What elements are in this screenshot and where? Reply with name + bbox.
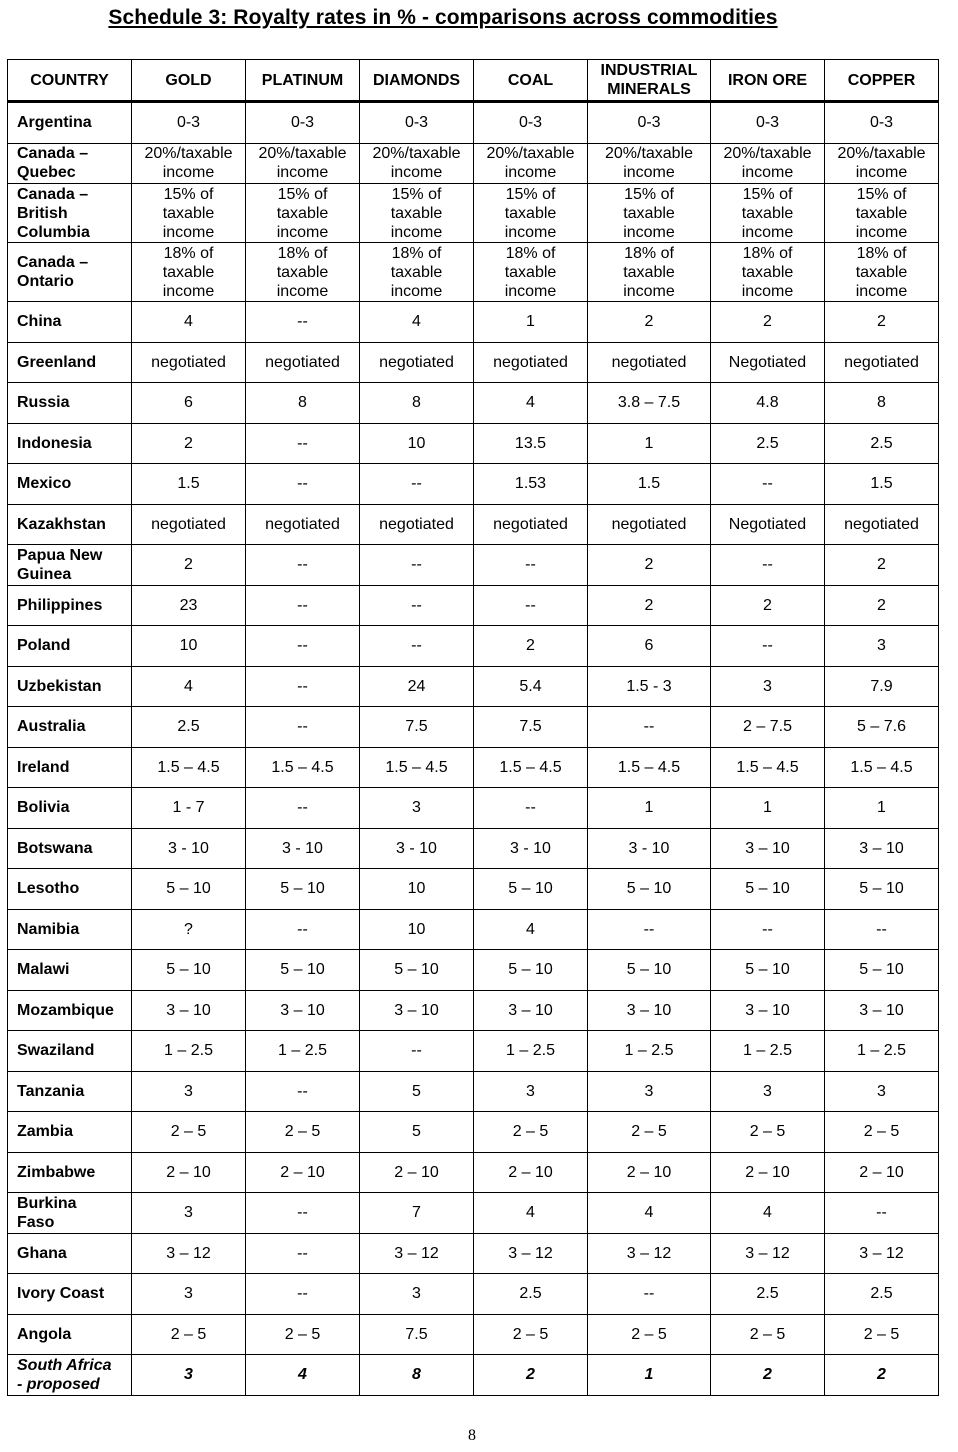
country-cell: Ivory Coast bbox=[8, 1274, 132, 1315]
rate-cell: 2 – 5 bbox=[474, 1112, 588, 1153]
country-cell: Burkina Faso bbox=[8, 1193, 132, 1234]
country-cell: Angola bbox=[8, 1314, 132, 1355]
rate-cell: negotiated bbox=[474, 504, 588, 545]
rate-cell: 5 – 10 bbox=[246, 869, 360, 910]
rate-cell: 3 – 12 bbox=[825, 1233, 939, 1274]
rate-cell: 20%/taxable income bbox=[711, 143, 825, 184]
rate-cell: 1 – 2.5 bbox=[588, 1031, 711, 1072]
rate-cell: 10 bbox=[360, 869, 474, 910]
rate-cell: 3 bbox=[132, 1071, 246, 1112]
rate-cell: negotiated bbox=[360, 342, 474, 383]
rate-cell: 5 – 10 bbox=[825, 869, 939, 910]
rate-cell: 3 bbox=[132, 1274, 246, 1315]
rate-cell: 2 – 5 bbox=[825, 1112, 939, 1153]
rate-cell: -- bbox=[360, 585, 474, 626]
rate-cell: 4 bbox=[474, 1193, 588, 1234]
rate-cell: 2 – 10 bbox=[360, 1152, 474, 1193]
table-row bbox=[8, 666, 939, 707]
rate-cell: -- bbox=[246, 464, 360, 505]
rate-cell: 18% of taxable income bbox=[711, 243, 825, 302]
rate-cell: 0-3 bbox=[825, 102, 939, 144]
rate-cell: 1.5 bbox=[825, 464, 939, 505]
country-cell: Malawi bbox=[8, 950, 132, 991]
rate-cell: 3 – 10 bbox=[825, 828, 939, 869]
country-cell: Bolivia bbox=[8, 788, 132, 829]
rate-cell: -- bbox=[246, 707, 360, 748]
rate-cell: negotiated bbox=[132, 342, 246, 383]
rate-cell: 20%/taxable income bbox=[360, 143, 474, 184]
rate-cell: Negotiated bbox=[711, 342, 825, 383]
rate-cell: -- bbox=[474, 585, 588, 626]
rate-cell: -- bbox=[360, 1031, 474, 1072]
country-cell: Kazakhstan bbox=[8, 504, 132, 545]
country-cell: Argentina bbox=[8, 102, 132, 144]
rate-cell: 4 bbox=[132, 666, 246, 707]
rate-cell: 2 – 5 bbox=[246, 1314, 360, 1355]
rate-cell: 2 – 10 bbox=[588, 1152, 711, 1193]
rate-cell: negotiated bbox=[360, 504, 474, 545]
rate-cell: 1.53 bbox=[474, 464, 588, 505]
rate-cell: 1.5 – 4.5 bbox=[132, 747, 246, 788]
rate-cell: 6 bbox=[132, 383, 246, 424]
country-cell: Poland bbox=[8, 626, 132, 667]
rate-cell: 3 – 10 bbox=[711, 990, 825, 1031]
rate-cell: 2 – 10 bbox=[474, 1152, 588, 1193]
rate-cell: -- bbox=[711, 626, 825, 667]
rate-cell: 1.5 – 4.5 bbox=[474, 747, 588, 788]
rate-cell: 4 bbox=[246, 1355, 360, 1396]
country-cell: Uzbekistan bbox=[8, 666, 132, 707]
table-row bbox=[8, 1314, 939, 1355]
rate-cell: -- bbox=[246, 1233, 360, 1274]
rate-cell: 2 – 5 bbox=[132, 1314, 246, 1355]
rate-cell: 2 bbox=[825, 1355, 939, 1396]
rate-cell: 20%/taxable income bbox=[588, 143, 711, 184]
rate-cell: 2.5 bbox=[711, 1274, 825, 1315]
country-cell: Lesotho bbox=[8, 869, 132, 910]
table-row bbox=[8, 342, 939, 383]
rate-cell: 2 – 10 bbox=[825, 1152, 939, 1193]
rate-cell: -- bbox=[246, 1274, 360, 1315]
rate-cell: 15% of taxable income bbox=[588, 184, 711, 243]
rate-cell: 24 bbox=[360, 666, 474, 707]
country-cell: Mozambique bbox=[8, 990, 132, 1031]
table-row bbox=[8, 383, 939, 424]
rate-cell: -- bbox=[711, 464, 825, 505]
rate-cell: -- bbox=[360, 626, 474, 667]
rate-cell: 7.5 bbox=[474, 707, 588, 748]
rate-cell: 5 – 10 bbox=[474, 950, 588, 991]
rate-cell: 0-3 bbox=[360, 102, 474, 144]
rate-cell: 3 bbox=[132, 1193, 246, 1234]
table-row bbox=[8, 423, 939, 464]
table-row bbox=[8, 990, 939, 1031]
rate-cell: 1 – 2.5 bbox=[825, 1031, 939, 1072]
rate-cell: 1 bbox=[711, 788, 825, 829]
header-iron-ore: IRON ORE bbox=[711, 60, 825, 102]
rate-cell: 18% of taxable income bbox=[132, 243, 246, 302]
rate-cell: 3 - 10 bbox=[132, 828, 246, 869]
table-row bbox=[8, 909, 939, 950]
table-row bbox=[8, 545, 939, 586]
table-body bbox=[8, 102, 939, 1396]
rate-cell: 1.5 - 3 bbox=[588, 666, 711, 707]
rate-cell: 1 bbox=[588, 423, 711, 464]
rate-cell: -- bbox=[588, 707, 711, 748]
table-row bbox=[8, 626, 939, 667]
table-row bbox=[8, 1112, 939, 1153]
table-row bbox=[8, 707, 939, 748]
table-header-row bbox=[8, 60, 939, 102]
rate-cell: -- bbox=[588, 909, 711, 950]
rate-cell: -- bbox=[246, 1071, 360, 1112]
rate-cell: Negotiated bbox=[711, 504, 825, 545]
rate-cell: 3 - 10 bbox=[474, 828, 588, 869]
rate-cell: 2.5 bbox=[825, 1274, 939, 1315]
header-gold: GOLD bbox=[132, 60, 246, 102]
rate-cell: 2 – 5 bbox=[588, 1112, 711, 1153]
rate-cell: -- bbox=[360, 464, 474, 505]
rate-cell: 1 – 2.5 bbox=[246, 1031, 360, 1072]
country-cell: Canada – Quebec bbox=[8, 143, 132, 184]
rate-cell: 3 – 12 bbox=[474, 1233, 588, 1274]
rate-cell: 1.5 – 4.5 bbox=[711, 747, 825, 788]
rate-cell: 2 – 5 bbox=[132, 1112, 246, 1153]
rate-cell: 18% of taxable income bbox=[360, 243, 474, 302]
rate-cell: 4 bbox=[132, 302, 246, 343]
rate-cell: 2 – 5 bbox=[711, 1112, 825, 1153]
rate-cell: 2 bbox=[711, 1355, 825, 1396]
rate-cell: 6 bbox=[588, 626, 711, 667]
rate-cell: 3 bbox=[360, 788, 474, 829]
rate-cell: 20%/taxable income bbox=[246, 143, 360, 184]
rate-cell: 1.5 bbox=[588, 464, 711, 505]
rate-cell: 3 bbox=[825, 1071, 939, 1112]
rate-cell: 1 – 2.5 bbox=[474, 1031, 588, 1072]
rate-cell: 3 - 10 bbox=[246, 828, 360, 869]
rate-cell: 4 bbox=[474, 383, 588, 424]
rate-cell: 15% of taxable income bbox=[474, 184, 588, 243]
table-row bbox=[8, 1071, 939, 1112]
rate-cell: 3 – 10 bbox=[711, 828, 825, 869]
rate-cell: 5 – 10 bbox=[588, 869, 711, 910]
country-cell: Indonesia bbox=[8, 423, 132, 464]
rate-cell: 18% of taxable income bbox=[825, 243, 939, 302]
rate-cell: 5 bbox=[360, 1071, 474, 1112]
rate-cell: 3 – 10 bbox=[825, 990, 939, 1031]
rate-cell: 3 – 10 bbox=[246, 990, 360, 1031]
header-country: COUNTRY bbox=[8, 60, 132, 102]
rate-cell: negotiated bbox=[588, 504, 711, 545]
rate-cell: 2 bbox=[474, 626, 588, 667]
rate-cell: negotiated bbox=[825, 504, 939, 545]
rate-cell: 13.5 bbox=[474, 423, 588, 464]
rate-cell: 0-3 bbox=[711, 102, 825, 144]
rate-cell: -- bbox=[711, 545, 825, 586]
header-copper: COPPER bbox=[825, 60, 939, 102]
rate-cell: 4 bbox=[588, 1193, 711, 1234]
rate-cell: 10 bbox=[360, 909, 474, 950]
rate-cell: 1 - 7 bbox=[132, 788, 246, 829]
rate-cell: 1.5 bbox=[132, 464, 246, 505]
rate-cell: negotiated bbox=[588, 342, 711, 383]
rate-cell: 23 bbox=[132, 585, 246, 626]
rate-cell: 2 bbox=[588, 585, 711, 626]
rate-cell: 18% of taxable income bbox=[246, 243, 360, 302]
rate-cell: 1 bbox=[588, 788, 711, 829]
country-cell: Russia bbox=[8, 383, 132, 424]
rate-cell: 18% of taxable income bbox=[588, 243, 711, 302]
rate-cell: 7.5 bbox=[360, 707, 474, 748]
rate-cell: 2 – 10 bbox=[132, 1152, 246, 1193]
rate-cell: 3 – 10 bbox=[132, 990, 246, 1031]
header-coal: COAL bbox=[474, 60, 588, 102]
country-cell: Swaziland bbox=[8, 1031, 132, 1072]
country-cell: Zambia bbox=[8, 1112, 132, 1153]
table-row bbox=[8, 504, 939, 545]
rate-cell: 5 – 10 bbox=[132, 869, 246, 910]
rate-cell: 0-3 bbox=[474, 102, 588, 144]
rate-cell: 2 – 5 bbox=[246, 1112, 360, 1153]
rate-cell: 3 – 12 bbox=[588, 1233, 711, 1274]
country-cell: Mexico bbox=[8, 464, 132, 505]
rate-cell: -- bbox=[246, 626, 360, 667]
rate-cell: 3 bbox=[825, 626, 939, 667]
rate-cell: 4 bbox=[711, 1193, 825, 1234]
rate-cell: 3 – 12 bbox=[360, 1233, 474, 1274]
country-cell: Philippines bbox=[8, 585, 132, 626]
table-row bbox=[8, 243, 939, 302]
header-industrial-minerals: INDUSTRIAL MINERALS bbox=[588, 60, 711, 102]
rate-cell: 0-3 bbox=[246, 102, 360, 144]
rate-cell: 7.9 bbox=[825, 666, 939, 707]
rate-cell: 1 – 2.5 bbox=[132, 1031, 246, 1072]
rate-cell: 5 – 7.6 bbox=[825, 707, 939, 748]
table-row bbox=[8, 828, 939, 869]
rate-cell: 3 – 10 bbox=[360, 990, 474, 1031]
table-row bbox=[8, 1031, 939, 1072]
table-row bbox=[8, 1274, 939, 1315]
rate-cell: 3.8 – 7.5 bbox=[588, 383, 711, 424]
rate-cell: -- bbox=[474, 788, 588, 829]
rate-cell: -- bbox=[588, 1274, 711, 1315]
rate-cell: negotiated bbox=[132, 504, 246, 545]
table-row bbox=[8, 788, 939, 829]
rate-cell: 2 bbox=[825, 545, 939, 586]
table-row bbox=[8, 585, 939, 626]
rate-cell: 15% of taxable income bbox=[246, 184, 360, 243]
rate-cell: 4.8 bbox=[711, 383, 825, 424]
rate-cell: -- bbox=[246, 423, 360, 464]
rate-cell: 5 – 10 bbox=[360, 950, 474, 991]
header-platinum: PLATINUM bbox=[246, 60, 360, 102]
country-cell: Tanzania bbox=[8, 1071, 132, 1112]
rate-cell: 2.5 bbox=[711, 423, 825, 464]
country-cell: Australia bbox=[8, 707, 132, 748]
header-diamonds: DIAMONDS bbox=[360, 60, 474, 102]
table-row bbox=[8, 747, 939, 788]
rate-cell: 2 – 5 bbox=[474, 1314, 588, 1355]
rate-cell: 3 bbox=[132, 1355, 246, 1396]
country-cell: China bbox=[8, 302, 132, 343]
rate-cell: 2 – 10 bbox=[246, 1152, 360, 1193]
rate-cell: -- bbox=[246, 666, 360, 707]
rate-cell: 3 – 10 bbox=[588, 990, 711, 1031]
rate-cell: 1 bbox=[825, 788, 939, 829]
rate-cell: 5 – 10 bbox=[711, 869, 825, 910]
rate-cell: 5 – 10 bbox=[711, 950, 825, 991]
rate-cell: 5 – 10 bbox=[825, 950, 939, 991]
country-cell: Papua New Guinea bbox=[8, 545, 132, 586]
rate-cell: 8 bbox=[246, 383, 360, 424]
rate-cell: -- bbox=[246, 909, 360, 950]
rate-cell: 2 – 7.5 bbox=[711, 707, 825, 748]
rate-cell: -- bbox=[246, 788, 360, 829]
rate-cell: 2 bbox=[711, 585, 825, 626]
rate-cell: 4 bbox=[360, 302, 474, 343]
table-row bbox=[8, 302, 939, 343]
rate-cell: 2 bbox=[588, 545, 711, 586]
rate-cell: 2.5 bbox=[132, 707, 246, 748]
rate-cell: 1 bbox=[588, 1355, 711, 1396]
rate-cell: 7 bbox=[360, 1193, 474, 1234]
rate-cell: 5.4 bbox=[474, 666, 588, 707]
table-row bbox=[8, 869, 939, 910]
rate-cell: 2 bbox=[474, 1355, 588, 1396]
country-cell: South Africa - proposed bbox=[8, 1355, 132, 1396]
rate-cell: 3 - 10 bbox=[360, 828, 474, 869]
rate-cell: 1 bbox=[474, 302, 588, 343]
rate-cell: 15% of taxable income bbox=[825, 184, 939, 243]
rate-cell: 15% of taxable income bbox=[360, 184, 474, 243]
table-row bbox=[8, 1233, 939, 1274]
rate-cell: 2 bbox=[132, 423, 246, 464]
table-row bbox=[8, 143, 939, 184]
table-row bbox=[8, 1152, 939, 1193]
rate-cell: 2 bbox=[825, 302, 939, 343]
rate-cell: 2.5 bbox=[825, 423, 939, 464]
rate-cell: 20%/taxable income bbox=[474, 143, 588, 184]
page-number: 8 bbox=[468, 1427, 476, 1444]
rate-cell: 15% of taxable income bbox=[132, 184, 246, 243]
rate-cell: 3 bbox=[711, 1071, 825, 1112]
country-cell: Ghana bbox=[8, 1233, 132, 1274]
rate-cell: 8 bbox=[825, 383, 939, 424]
rate-cell: 2 bbox=[588, 302, 711, 343]
rate-cell: 10 bbox=[360, 423, 474, 464]
rate-cell: 3 – 10 bbox=[474, 990, 588, 1031]
rate-cell: ? bbox=[132, 909, 246, 950]
rate-cell: 2 bbox=[132, 545, 246, 586]
rate-cell: negotiated bbox=[825, 342, 939, 383]
rate-cell: 8 bbox=[360, 383, 474, 424]
rate-cell: -- bbox=[474, 545, 588, 586]
rate-cell: 15% of taxable income bbox=[711, 184, 825, 243]
rate-cell: negotiated bbox=[474, 342, 588, 383]
rate-cell: 5 – 10 bbox=[474, 869, 588, 910]
rate-cell: 3 bbox=[474, 1071, 588, 1112]
rate-cell: 3 bbox=[360, 1274, 474, 1315]
table-row bbox=[8, 1193, 939, 1234]
rate-cell: 2 – 10 bbox=[711, 1152, 825, 1193]
rate-cell: negotiated bbox=[246, 342, 360, 383]
rate-cell: 20%/taxable income bbox=[825, 143, 939, 184]
rate-cell: 3 bbox=[711, 666, 825, 707]
rate-cell: 1.5 – 4.5 bbox=[246, 747, 360, 788]
rate-cell: 2 – 5 bbox=[711, 1314, 825, 1355]
rate-cell: 2.5 bbox=[474, 1274, 588, 1315]
country-cell: Canada – British Columbia bbox=[8, 184, 132, 243]
country-cell: Namibia bbox=[8, 909, 132, 950]
rate-cell: 3 – 12 bbox=[132, 1233, 246, 1274]
document-title: Schedule 3: Royalty rates in % - comparisons across commodities bbox=[108, 6, 778, 29]
rate-cell: 3 bbox=[588, 1071, 711, 1112]
royalty-table bbox=[7, 59, 939, 1396]
table-row bbox=[8, 184, 939, 243]
country-cell: Canada – Ontario bbox=[8, 243, 132, 302]
rate-cell: -- bbox=[246, 545, 360, 586]
table-row bbox=[8, 950, 939, 991]
rate-cell: -- bbox=[246, 585, 360, 626]
country-cell: Botswana bbox=[8, 828, 132, 869]
rate-cell: 5 – 10 bbox=[246, 950, 360, 991]
rate-cell: 1.5 – 4.5 bbox=[588, 747, 711, 788]
rate-cell: 20%/taxable income bbox=[132, 143, 246, 184]
rate-cell: 5 – 10 bbox=[588, 950, 711, 991]
rate-cell: 2 bbox=[711, 302, 825, 343]
rate-cell: 1.5 – 4.5 bbox=[825, 747, 939, 788]
rate-cell: 7.5 bbox=[360, 1314, 474, 1355]
rate-cell: 10 bbox=[132, 626, 246, 667]
rate-cell: 2 bbox=[825, 585, 939, 626]
rate-cell: 0-3 bbox=[132, 102, 246, 144]
rate-cell: -- bbox=[246, 302, 360, 343]
country-cell: Zimbabwe bbox=[8, 1152, 132, 1193]
rate-cell: 4 bbox=[474, 909, 588, 950]
rate-cell: 8 bbox=[360, 1355, 474, 1396]
table-row bbox=[8, 102, 939, 144]
rate-cell: -- bbox=[825, 1193, 939, 1234]
rate-cell: 3 – 12 bbox=[711, 1233, 825, 1274]
country-cell: Ireland bbox=[8, 747, 132, 788]
table-row bbox=[8, 464, 939, 505]
rate-cell: -- bbox=[825, 909, 939, 950]
rate-cell: 5 bbox=[360, 1112, 474, 1153]
rate-cell: -- bbox=[711, 909, 825, 950]
table-row bbox=[8, 1355, 939, 1396]
rate-cell: 5 – 10 bbox=[132, 950, 246, 991]
rate-cell: 2 – 5 bbox=[825, 1314, 939, 1355]
rate-cell: 1.5 – 4.5 bbox=[360, 747, 474, 788]
rate-cell: 3 - 10 bbox=[588, 828, 711, 869]
rate-cell: 0-3 bbox=[588, 102, 711, 144]
rate-cell: 1 – 2.5 bbox=[711, 1031, 825, 1072]
rate-cell: 2 – 5 bbox=[588, 1314, 711, 1355]
rate-cell: negotiated bbox=[246, 504, 360, 545]
rate-cell: -- bbox=[360, 545, 474, 586]
rate-cell: 18% of taxable income bbox=[474, 243, 588, 302]
country-cell: Greenland bbox=[8, 342, 132, 383]
rate-cell: -- bbox=[246, 1193, 360, 1234]
